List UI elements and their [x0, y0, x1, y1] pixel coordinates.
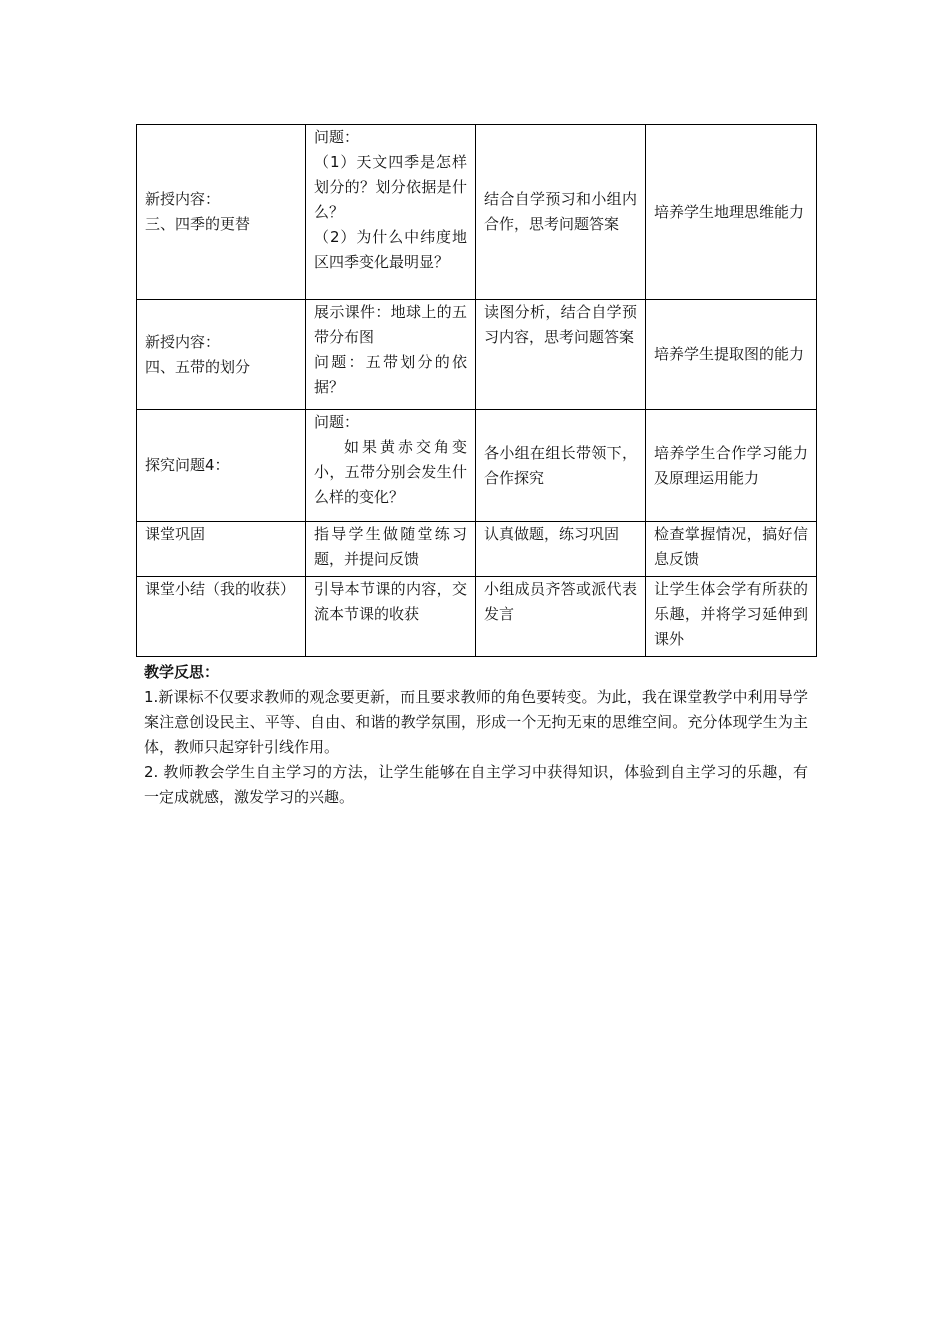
content-cell: 新授内容： 三、四季的更替: [137, 125, 306, 300]
student-activity-cell: 读图分析，结合自学预习内容，思考问题答案: [476, 300, 646, 410]
design-intent-cell: 让学生体会学有所获的乐趣，并将学习延伸到课外: [646, 577, 817, 657]
content-cell: 探究问题4：: [137, 410, 306, 522]
teaching-reflection: [144, 660, 808, 810]
reflection-heading: 教学反思：: [144, 663, 220, 681]
table-row: [137, 577, 817, 657]
design-intent-cell: 检查掌握情况，搞好信息反馈: [646, 522, 817, 577]
student-activity-cell: 结合自学预习和小组内合作，思考问题答案: [476, 125, 646, 300]
content-cell: 课堂小结（我的收获）: [137, 577, 306, 657]
design-intent-cell: 培养学生地理思维能力: [646, 125, 817, 300]
design-intent-cell: 培养学生提取图的能力: [646, 300, 817, 410]
student-activity-cell: 认真做题，练习巩固: [476, 522, 646, 577]
student-activity-cell: 小组成员齐答或派代表发言: [476, 577, 646, 657]
table-row: [137, 125, 817, 300]
teacher-activity-cell: 问题： （1）天文四季是怎样划分的？划分依据是什么？ （2）为什么中纬度地区四季变化最明显？: [306, 125, 476, 300]
table-row: [137, 522, 817, 577]
reflection-paragraph: 2. 教师教会学生自主学习的方法，让学生能够在自主学习中获得知识，体验到自主学习的乐趣，有一定成就感，激发学习的兴趣。: [144, 763, 808, 806]
teacher-activity-cell: 指导学生做随堂练习题，并提问反馈: [306, 522, 476, 577]
design-intent-cell: 培养学生合作学习能力及原理运用能力: [646, 410, 817, 522]
student-activity-cell: 各小组在组长带领下，合作探究: [476, 410, 646, 522]
table-row: [137, 300, 817, 410]
lesson-plan-table: [136, 124, 817, 657]
content-cell: 课堂巩固: [137, 522, 306, 577]
reflection-paragraph: 1.新课标不仅要求教师的观念要更新，而且要求教师的角色要转变。为此，我在课堂教学中利用导学案注意创设民主、平等、自由、和谐的教学氛围，形成一个无拘无束的思维空间。充分体现学生为主体，教师只起穿针引线作用。: [144, 688, 808, 756]
teacher-activity-cell: 引导本节课的内容，交流本节课的收获: [306, 577, 476, 657]
table-row: [137, 410, 817, 522]
teacher-activity-cell: 问题： 如果黄赤交角变小，五带分别会发生什么样的变化？: [306, 410, 476, 522]
content-cell: 新授内容： 四、五带的划分: [137, 300, 306, 410]
teacher-activity-cell: 展示课件：地球上的五带分布图 问题：五带划分的依据？: [306, 300, 476, 410]
